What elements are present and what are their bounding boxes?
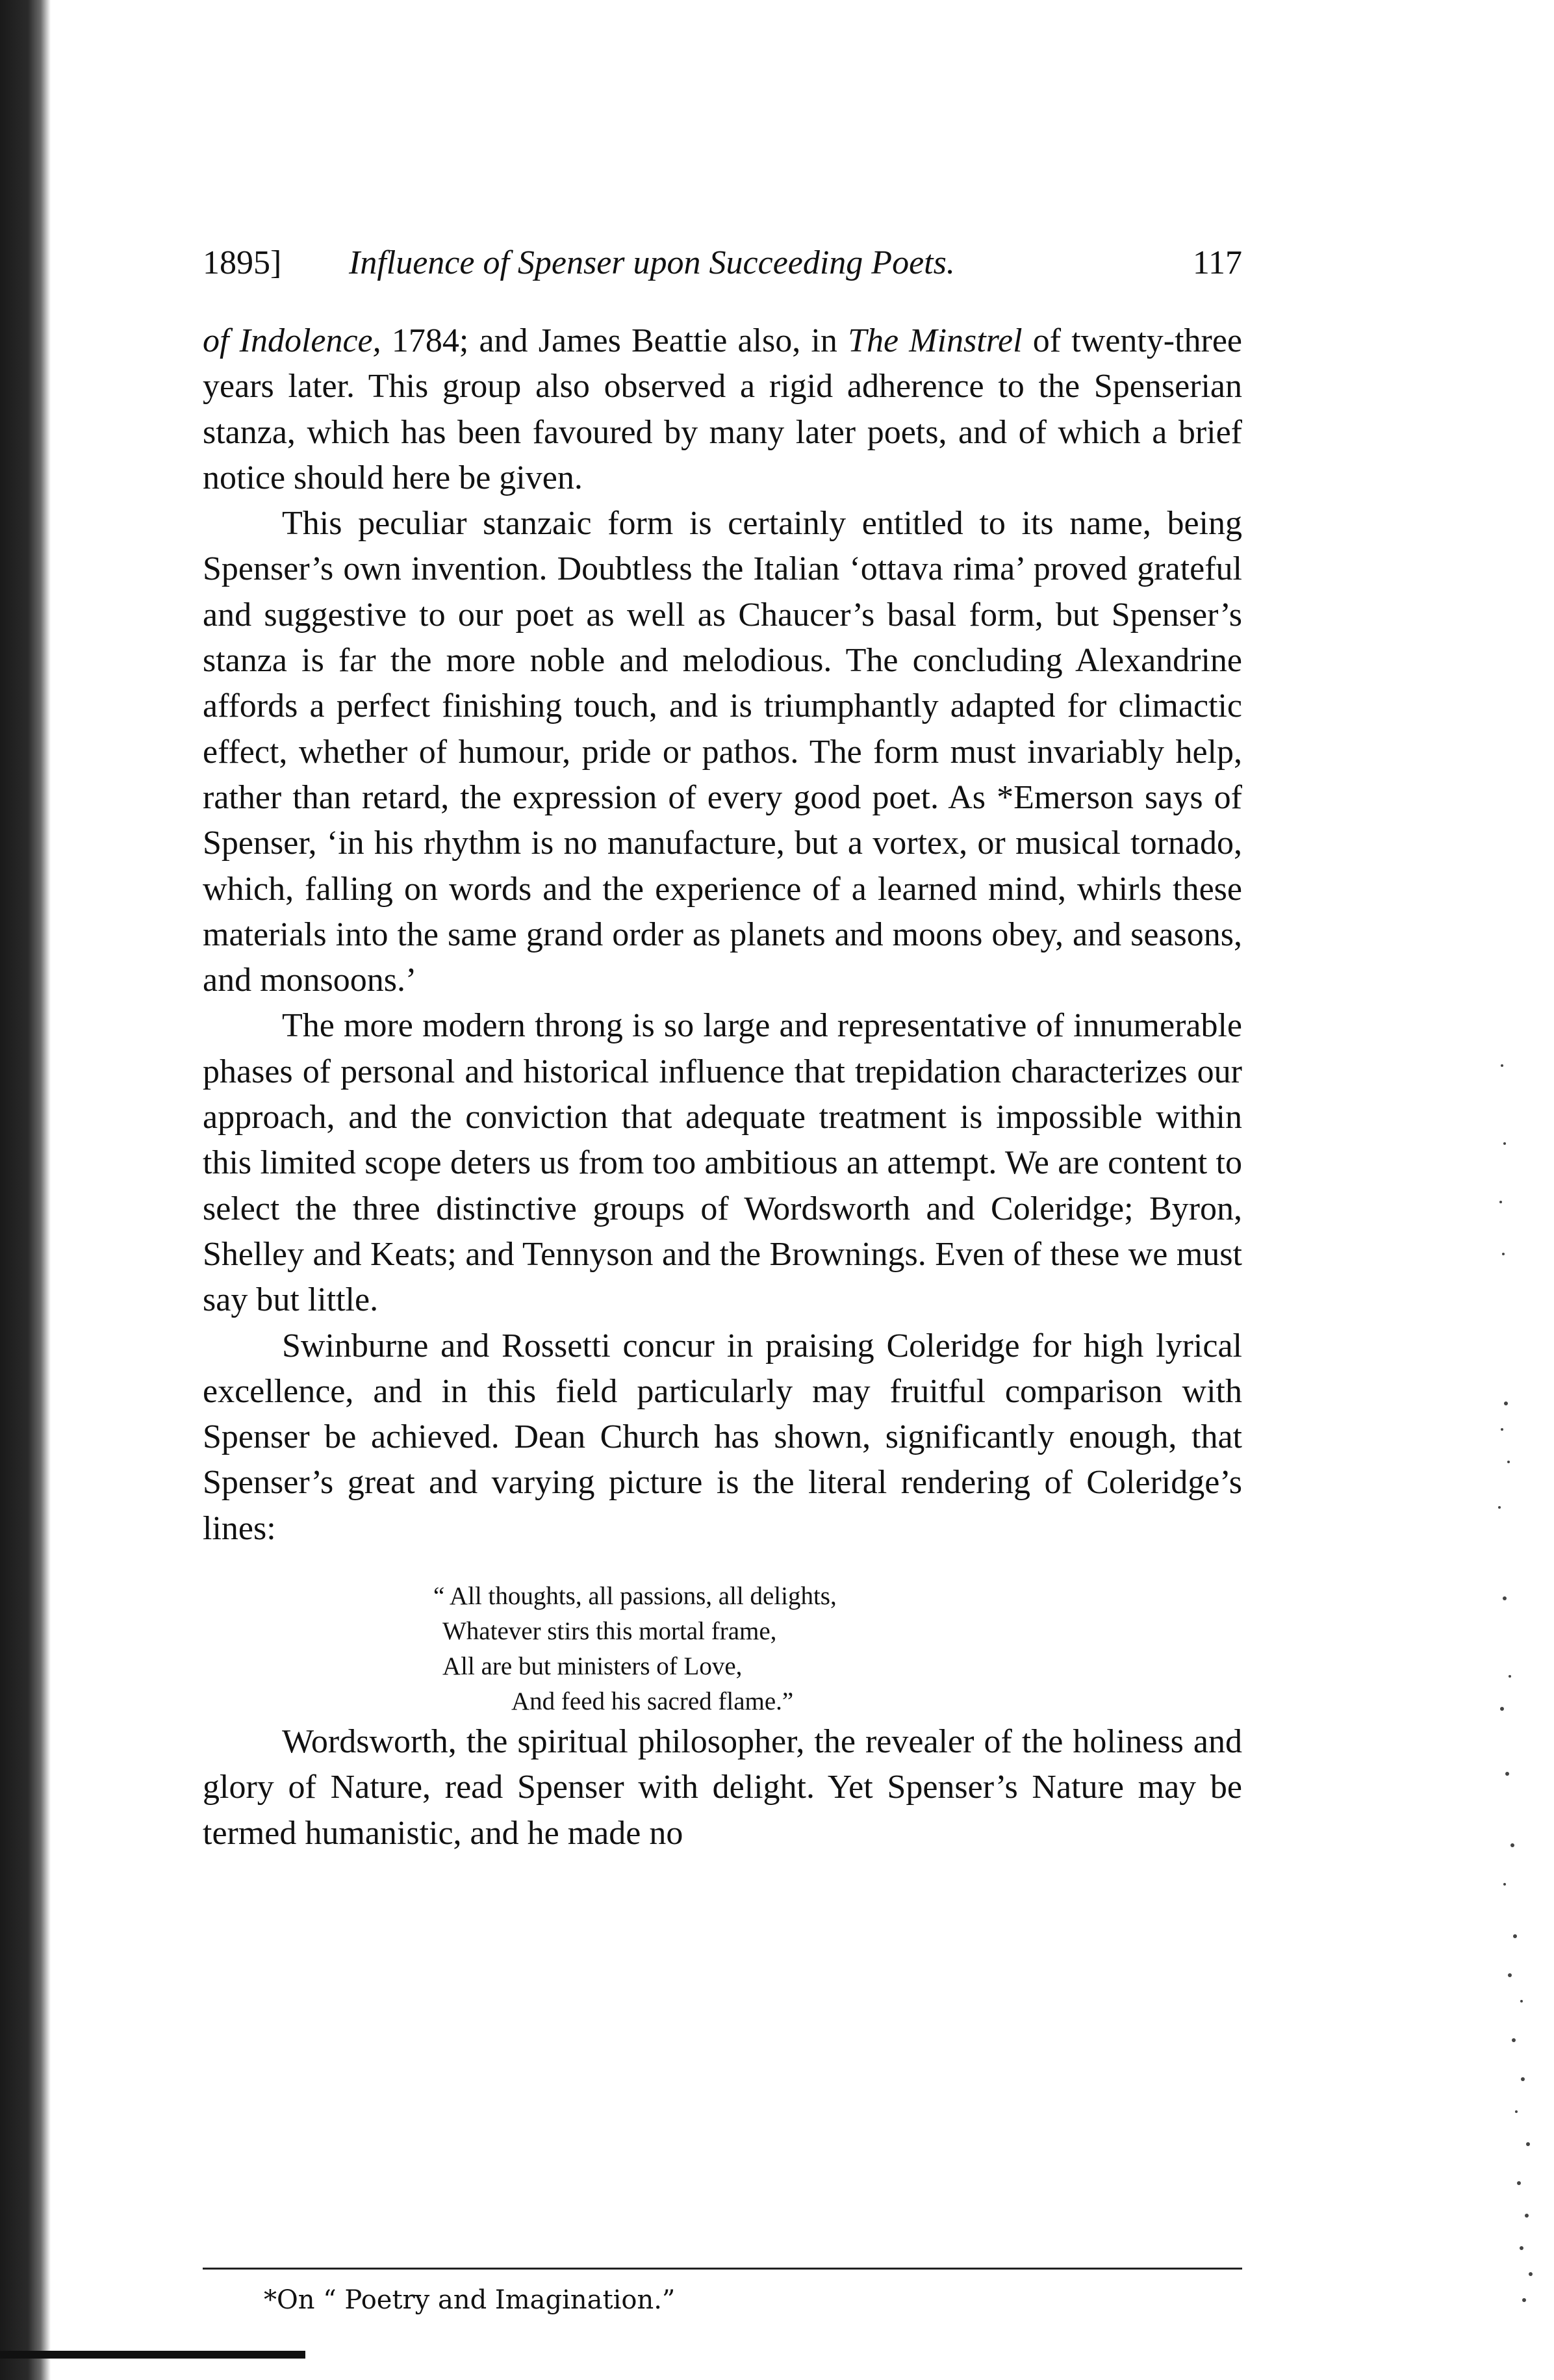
scan-noise-specks (1476, 1040, 1554, 2339)
verse-line: Whatever stirs this mortal frame, (442, 1617, 777, 1646)
footnote: *On “ Poetry and Imagination.” (264, 2285, 676, 2315)
text-run: 1784; and James Beattie also, in (381, 322, 848, 359)
text-run: Swinburne and Rossetti concur in praising Coleridge for high lyrical excellence, and in this field particularly may fruitful comparison with Spenser be achieved. Dean Church has shown, significantly enough, that Spenser’s great and varying picture is the literal rendering of Coleridge’s lines: (203, 1327, 1242, 1547)
paragraph-2 (203, 501, 1242, 1003)
page-number: 117 (1192, 244, 1242, 281)
paragraph-3 (203, 1003, 1242, 1323)
running-head-year: 1895] (203, 244, 282, 281)
book-page (203, 240, 1242, 1856)
footnote-rule (203, 2268, 1242, 2270)
body-text (203, 318, 1242, 1856)
verse-line: All are but ministers of Love, (442, 1652, 743, 1681)
text-run: The Minstrel (848, 322, 1023, 359)
text-run: of Indolence, (203, 322, 381, 359)
paragraph-1 (203, 318, 1242, 501)
text-run: This peculiar stanzaic form is certainly entitled to its name, being Spenser’s own invention. Doubtless the Italian ‘ottava rima’ proved grateful and suggestive to our poet as well as Chaucer’s basal form, but Spenser’s stanza is far the more noble and melodious. The concluding Alexandrine affords a perfect finishing touch, and is triumphantly adapted for climactic effect, whether of humour, pride or pathos. The form must invariably help, rather than retard, the expression of every good poet. As *Emerson says of Spenser, ‘in his rhythm is no manufacture, but a vortex, or musical tornado, which, falling on words and the experience of a learned mind, whirls these materials into the same grand order as planets and moons obey, and seasons, and monsoons.’ (203, 505, 1242, 999)
paragraph-4 (203, 1324, 1242, 1552)
scan-edge-mark (0, 2351, 305, 2359)
running-head-title: Influence of Spenser upon Succeeding Poets. (349, 244, 955, 281)
verse-quotation (433, 1579, 1242, 1719)
paragraph-5: Wordsworth, the spiritual philosopher, the revealer of the holiness and glory of Nature, read Spenser with delight. Yet Spenser’s Nature may be termed humanistic, and he made no (203, 1723, 1242, 1852)
text-run: The more modern throng is so large and representative of innumerable phases of personal and historical influence that trepidation characterizes our approach, and the conviction that adequate treatment is impossible within this limited scope deters us from too ambitious an attempt. We are content to select the three distinctive groups of Wordsworth and Coleridge; Byron, Shelley and Keats; and Tennyson and the Brownings. Even of these we must say but little. (203, 1007, 1242, 1319)
verse-line: And feed his sacred flame.” (511, 1687, 794, 1716)
verse-line: “ All thoughts, all passions, all delights, (433, 1582, 837, 1611)
text-run: of twenty-three years later. This group also observed a rigid adherence to the Spenserian stanza, which has been favoured by many later poets, and of which a brief notice should here be given. (203, 322, 1243, 496)
scanned-page-edge (0, 0, 51, 2380)
running-head (203, 240, 1242, 286)
